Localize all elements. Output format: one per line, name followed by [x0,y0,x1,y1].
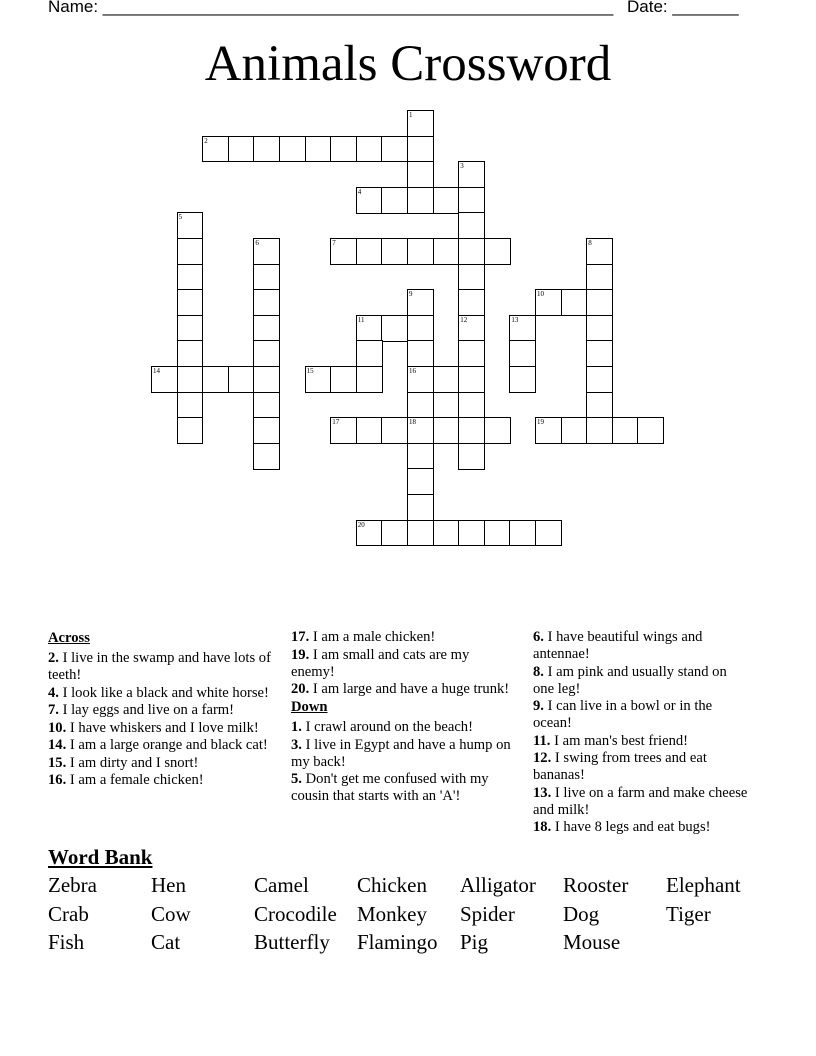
clue-number-label: 14 [153,367,160,375]
clue-number: 10. [48,719,67,736]
crossword-cell[interactable] [253,315,280,342]
crossword-cell[interactable] [433,366,460,393]
clue-number: 7. [48,702,59,718]
clue-number-label: 6 [255,239,259,247]
crossword-cell[interactable] [458,366,485,393]
clue-text: I lay eggs and live on a farm! [62,702,235,718]
crossword-cell[interactable] [407,161,434,188]
word-bank-item: Camel [254,873,309,897]
crossword-cell[interactable] [458,289,485,316]
clue-across-2 [48,650,273,684]
crossword-cell[interactable] [433,238,460,265]
clue-number-label: 2 [204,136,208,145]
clue-number: 11. [533,732,551,749]
crossword-cell[interactable] [151,366,178,393]
crossword-cell[interactable] [305,136,332,163]
clue-text: I have beautiful wings and antennae! [533,629,703,662]
clue-number: 1. [291,719,302,735]
crossword-cell[interactable] [407,417,434,444]
crossword-cell[interactable] [381,520,408,547]
crossword-cell[interactable] [356,417,383,444]
clues-column-2 [291,629,516,806]
word-bank-item: Pig [460,930,489,954]
crossword-cell[interactable] [458,264,485,291]
crossword-cell[interactable] [458,187,485,214]
clue-number: 4. [48,684,59,701]
crossword-cell[interactable] [381,136,408,163]
crossword-cell[interactable] [177,238,204,265]
crossword-cell[interactable] [586,417,613,444]
clue-number-label: 7 [332,239,336,247]
crossword-cell[interactable] [407,110,434,137]
clue-text: I have whiskers and I love milk! [69,719,259,736]
crossword-cell[interactable] [535,417,562,444]
crossword-cell[interactable] [586,392,613,419]
crossword-cell[interactable] [177,264,204,291]
clue-number: 15. [48,754,67,771]
crossword-cell[interactable] [458,520,485,547]
clue-number-label: 3 [460,162,464,171]
clue-number-label: 12 [460,315,468,324]
clue-across-16 [48,772,273,789]
clue-text: I live in Egypt and have a hump on my back! [291,736,511,770]
clue-number: 2. [48,650,59,666]
crossword-cell[interactable] [561,417,588,444]
clue-down-3 [291,737,516,771]
word-bank-item: Chicken [357,873,427,897]
crossword-cell[interactable] [407,238,434,265]
crossword-cell[interactable] [356,315,383,342]
crossword-cell[interactable] [586,315,613,342]
crossword-cell[interactable] [484,417,511,444]
clue-across-20 [291,681,516,698]
clue-text: I live in the swamp and have lots of teeth! [48,650,271,683]
clue-across-14 [48,737,273,754]
clue-number-label: 16 [409,367,416,375]
clue-text: I am a female chicken! [69,772,204,788]
crossword-cell[interactable] [356,340,383,367]
word-bank-item: Crab [48,902,89,926]
word-bank-item: Cow [151,902,191,926]
clue-number-label: 11 [357,315,365,324]
crossword-cell[interactable] [330,417,357,444]
word-bank-item: Cat [151,930,181,954]
crossword-cell[interactable] [381,315,408,342]
clue-number: 9. [533,698,544,714]
crossword-cell[interactable] [561,289,588,316]
word-bank-item: Flamingo [357,930,438,954]
word-bank-item: Tiger [666,902,711,926]
word-bank-item: Fish [48,930,85,954]
clue-down-9 [533,698,748,732]
clues-column-1 [48,629,273,790]
clue-across-10 [48,720,273,737]
crossword-cell[interactable] [253,264,280,291]
crossword-cell[interactable] [381,238,408,265]
clue-text: I am dirty and I snort! [69,754,199,771]
clue-number-label: 18 [409,418,416,427]
crossword-cell[interactable] [509,315,536,342]
crossword-cell[interactable] [177,315,204,342]
date-line: Date: _______ [627,0,739,16]
clue-across-17 [291,629,516,646]
clues-column-3 [533,629,748,837]
clue-across-7 [48,702,273,719]
clue-text: I am a large orange and black cat! [69,737,268,753]
crossword-cell[interactable] [407,187,434,214]
clue-number-label: 20 [357,520,365,529]
down-heading: Down [291,699,328,715]
clue-across-15 [48,755,273,772]
crossword-cell[interactable] [381,187,408,214]
crossword-cell[interactable] [330,238,357,265]
clue-number: 19. [291,646,310,663]
clue-number-label: 4 [357,187,362,196]
crossword-cell[interactable] [407,468,434,495]
page-title: Animals Crossword [204,36,612,92]
crossword-cell[interactable] [177,340,204,367]
clue-text: I swing from trees and eat bananas! [533,750,707,783]
clue-number: 5. [291,771,302,787]
crossword-cell[interactable] [509,340,536,367]
crossword-cell[interactable] [253,392,280,419]
crossword-cell[interactable] [253,238,280,265]
clue-text: I crawl around on the beach! [305,719,473,735]
clue-number-label: 10 [537,290,544,299]
clue-text: I look like a black and white horse! [62,684,269,701]
clue-number-label: 19 [537,418,544,427]
word-bank-item: Spider [460,902,515,926]
clue-text: I am a male chicken! [312,629,436,645]
clue-number-label: 15 [306,367,314,375]
crossword-cell[interactable] [586,289,613,316]
clue-down-11 [533,733,748,750]
crossword-cell[interactable] [177,289,204,316]
crossword-cell[interactable] [253,136,280,163]
crossword-cell[interactable] [279,136,306,163]
crossword-cell[interactable] [637,417,664,444]
clue-text: I am large and have a huge trunk! [312,681,510,697]
crossword-cell[interactable] [535,520,562,547]
word-bank-item: Monkey [357,902,427,926]
crossword-cell[interactable] [177,212,204,239]
clue-number-label: 5 [178,213,183,222]
crossword-cell[interactable] [356,187,383,214]
clue-across-4 [48,685,273,702]
crossword-cell[interactable] [356,238,383,265]
clue-text: I am pink and usually stand on one leg! [533,663,727,697]
clue-down-13 [533,785,748,819]
clue-number-label: 9 [409,290,413,299]
clue-down-18 [533,819,748,836]
clue-number: 18. [533,819,552,835]
crossword-cell[interactable] [484,520,511,547]
crossword-cell[interactable] [433,417,460,444]
crossword-cell[interactable] [407,289,434,316]
clue-number-label: 13 [511,315,519,324]
clue-text: I can live in a bowl or in the ocean! [533,698,713,731]
clue-number: 13. [533,784,552,801]
clue-text: I live on a farm and make cheese and milk! [533,784,748,818]
clue-down-8 [533,664,748,698]
clue-number-label: 8 [588,239,592,247]
crossword-cell[interactable] [202,136,229,163]
word-bank-item: Zebra [48,873,97,897]
clue-down-1 [291,719,516,736]
crossword-cell[interactable] [407,392,434,419]
name-line: Name: ______________________________________________________ [48,0,614,16]
crossword-cell[interactable] [381,417,408,444]
word-bank-item: Hen [151,873,186,897]
crossword-cell[interactable] [356,520,383,547]
crossword-cell[interactable] [253,340,280,367]
crossword-cell[interactable] [458,161,485,188]
word-bank-item: Mouse [563,930,621,954]
clue-text: I am man's best friend! [554,732,689,749]
crossword-cell[interactable] [458,443,485,470]
crossword-cell[interactable] [253,366,280,393]
crossword-cell[interactable] [586,366,613,393]
clue-number: 17. [291,629,310,645]
clue-number: 20. [291,681,310,697]
clue-number: 16. [48,772,67,788]
crossword-cell[interactable] [484,238,511,265]
crossword-cell[interactable] [228,366,255,393]
crossword-cell[interactable] [356,136,383,163]
crossword-cell[interactable] [407,494,434,521]
clue-number: 3. [291,736,302,753]
clue-text: I have 8 legs and eat bugs! [554,819,711,835]
crossword-cell[interactable] [228,136,255,163]
crossword-cell[interactable] [407,520,434,547]
across-heading: Across [48,630,90,646]
clue-number-label: 17 [332,418,340,427]
clue-text: Don't get me confused with my cousin that starts with an 'A'! [291,771,489,804]
crossword-cell[interactable] [458,212,485,239]
crossword-cell[interactable] [586,238,613,265]
crossword-cell[interactable] [330,136,357,163]
crossword-cell[interactable] [407,366,434,393]
crossword-cell[interactable] [407,340,434,367]
crossword-cell[interactable] [509,366,536,393]
clue-down-5 [291,771,516,805]
crossword-cell[interactable] [253,443,280,470]
crossword-cell[interactable] [177,366,204,393]
crossword-cell[interactable] [433,520,460,547]
clue-number: 12. [533,750,552,766]
crossword-cell[interactable] [433,187,460,214]
word-bank-item: Crocodile [254,902,337,926]
clue-number-label: 1 [409,111,413,119]
crossword-cell[interactable] [330,366,357,393]
crossword-cell[interactable] [253,417,280,444]
clue-text: I am small and cats are my enemy! [291,646,470,680]
crossword-cell[interactable] [202,366,229,393]
crossword-cell[interactable] [458,392,485,419]
word-bank-item: Alligator [460,873,536,897]
crossword-cell[interactable] [177,392,204,419]
clue-number: 14. [48,737,67,753]
crossword-cell[interactable] [356,366,383,393]
crossword-cell[interactable] [407,136,434,163]
clue-number: 8. [533,663,544,680]
crossword-cell[interactable] [586,264,613,291]
word-bank-item: Dog [563,902,600,926]
word-bank-title: Word Bank [48,845,153,869]
word-bank-item: Rooster [563,873,629,897]
crossword-cell[interactable] [407,315,434,342]
crossword-cell[interactable] [458,417,485,444]
word-bank-item: Butterfly [254,930,330,954]
crossword-cell[interactable] [458,315,485,342]
crossword-cell[interactable] [177,417,204,444]
crossword-cell[interactable] [509,520,536,547]
clue-across-19 [291,647,516,681]
clue-down-6 [533,629,748,663]
crossword-cell[interactable] [612,417,639,444]
clue-down-12 [533,750,748,784]
clue-number: 6. [533,629,544,645]
crossword-cell[interactable] [458,340,485,367]
crossword-cell[interactable] [253,289,280,316]
word-bank-item: Elephant [666,873,741,897]
crossword-cell[interactable] [407,443,434,470]
crossword-cell[interactable] [305,366,332,393]
crossword-cell[interactable] [458,238,485,265]
crossword-cell[interactable] [535,289,562,316]
crossword-cell[interactable] [586,340,613,367]
